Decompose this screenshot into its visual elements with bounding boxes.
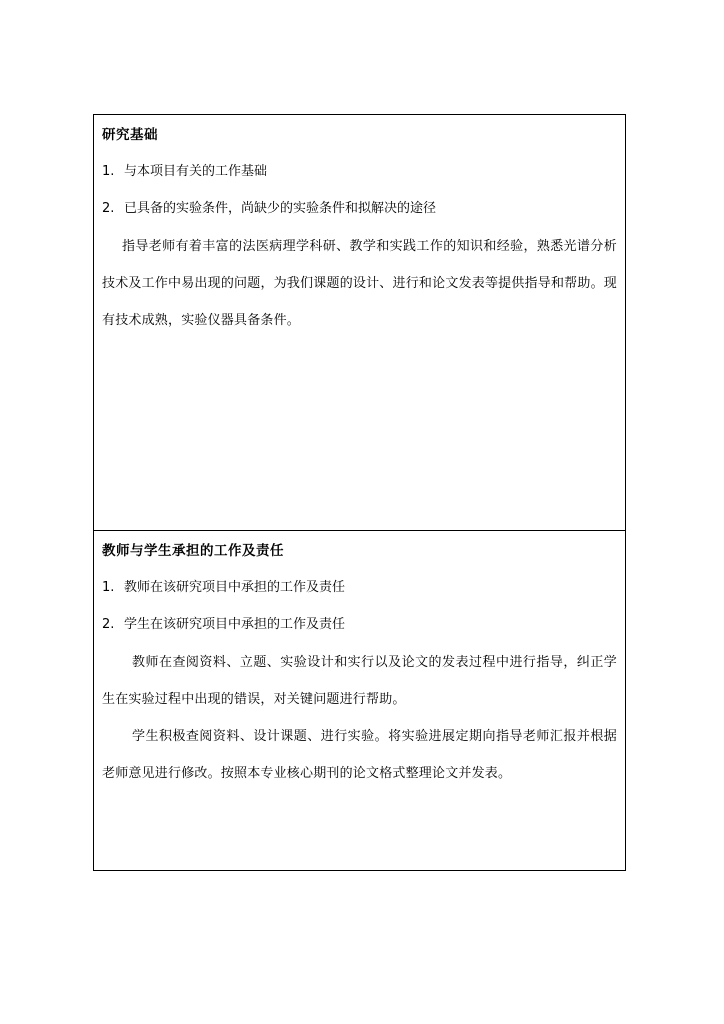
list-item — [102, 199, 617, 219]
section-heading: 教师与学生承担的工作及责任 — [102, 543, 284, 559]
responsibilities-section — [94, 531, 625, 870]
item-number: 2. — [102, 617, 115, 632]
item-text: 与本项目有关的工作基础 — [124, 164, 268, 179]
body-paragraph: 指导老师有着丰富的法医病理学科研、教学和实践工作的知识和经验，熟悉光谱分析技术及工作中易出现的问题，为我们课题的设计、进行和论文发表等提供指导和帮助。现有技术成熟，实验仪器具备条件。 — [102, 239, 617, 328]
body-paragraph: 教师在查阅资料、立题、实验设计和实行以及论文的发表过程中进行指导，纠正学生在实验过程中出现的错误，对关键问题进行帮助。 — [102, 655, 617, 707]
item-number: 2. — [102, 201, 115, 216]
item-text: 学生在该研究项目中承担的工作及责任 — [124, 617, 346, 632]
item-number: 1. — [102, 164, 115, 179]
list-item — [102, 578, 617, 598]
list-item — [102, 162, 617, 182]
body-paragraph: 学生积极查阅资料、设计课题、进行实验。将实验进展定期向指导老师汇报并根据老师意见进行修改。按照本专业核心期刊的论文格式整理论文并发表。 — [102, 729, 617, 781]
item-text: 教师在该研究项目中承担的工作及责任 — [124, 580, 346, 595]
section-heading: 研究基础 — [102, 127, 158, 143]
item-number: 1. — [102, 580, 115, 595]
research-foundation-section — [94, 115, 625, 531]
form-table — [93, 114, 626, 871]
list-item — [102, 615, 617, 635]
item-text: 已具备的实验条件，尚缺少的实验条件和拟解决的途径 — [124, 201, 437, 216]
